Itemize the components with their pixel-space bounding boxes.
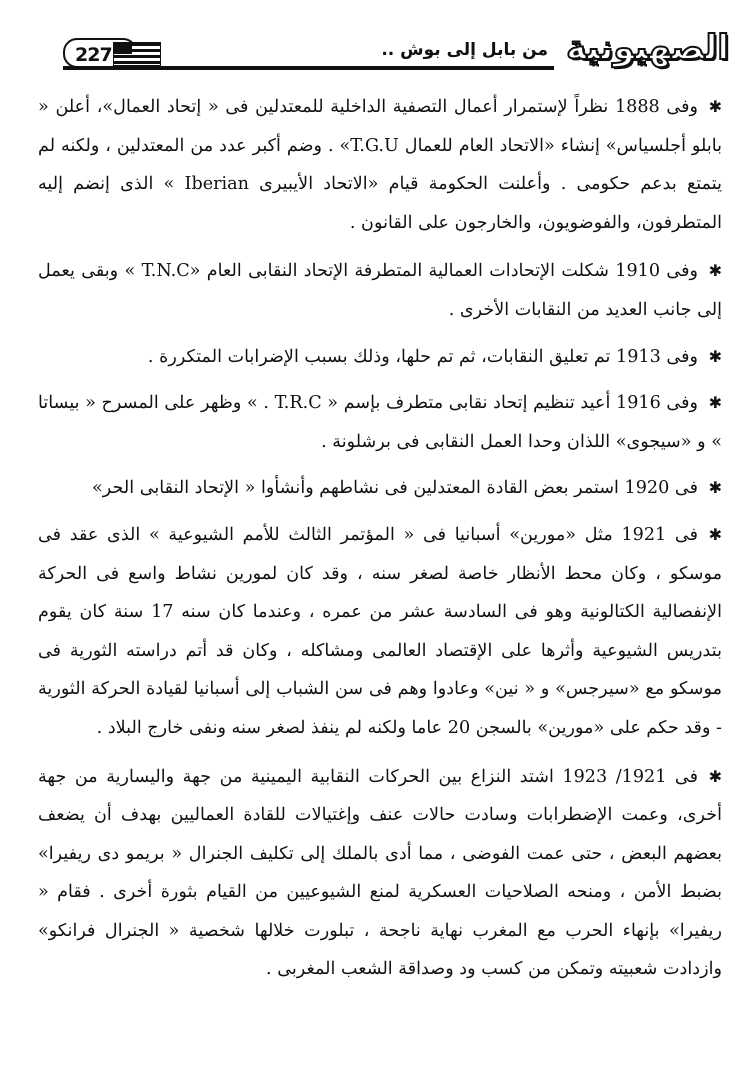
flag-icon (113, 42, 161, 66)
paragraph (38, 338, 722, 377)
star-bullet-icon: ✱ (708, 97, 722, 116)
paragraph (38, 88, 722, 242)
paragraph (38, 516, 722, 748)
paragraph (38, 758, 722, 990)
page-header (55, 30, 729, 86)
paragraph-text: فى 1920 استمر بعض القادة المعتدلين فى نشاطهم وأنشأوا « الإتحاد النقابى الحر» (92, 478, 698, 499)
header-rule (63, 66, 554, 70)
paragraph-text: فى 1921/ 1923 اشتد النزاع بين الحركات النقابية اليمينية من جهة واليسارية من جهة أخرى، وعمت الإضطرابات وسادت حالات عنف وإغتيالات للقادة العماليين بهدف أن يضعف بعضهم البعض ، حتى عمت الفوضى ، مما أدى بالملك إلى تكليف الجنرال « بريمو دى ريفيرا» بضبط الأمن ، ومنحه الصلاحيات العسكرية لمنع الشيوعيين من القيام بثورة أخرى . فقام « ريفيرا» بإنهاء الحرب مع المغرب نهاية ناجحة ، تبلورت خلالها شخصية « الجنرال فرانكو» وازدادت شعبيته وتمكن من كسب ود وصداقة الشعب المغربى . (38, 766, 722, 980)
running-title: من بابل إلى بوش .. (375, 40, 554, 60)
page-body (38, 88, 722, 999)
book-title-logo: الصهيونية (566, 28, 729, 68)
star-bullet-icon: ✱ (708, 478, 722, 498)
paragraph (38, 469, 722, 508)
paragraph (38, 252, 722, 329)
paragraph-text: وفى 1913 تم تعليق النقابات، ثم تم حلها، وذلك بسبب الإضرابات المتكررة . (147, 346, 698, 367)
paragraph (38, 384, 722, 461)
star-bullet-icon: ✱ (708, 524, 722, 544)
star-bullet-icon: ✱ (708, 261, 722, 281)
star-bullet-icon: ✱ (708, 393, 722, 413)
star-bullet-icon: ✱ (708, 346, 722, 366)
paragraph-text: وفى 1888 نظراً لإستمرار أعمال التصفية الداخلية للمعتدلين فى « إتحاد العمال»، أعلن « بابلو أجلسياس» إنشاء «الاتحاد العام للعمال T.G.U» . وضم أكبر عدد من المعتدلين ، ولكنه لم يتمتع بدعم حكومى . وأعلنت الحكومة قيام «الاتحاد الأيبيرى Iberian » الذى إنضم إليه المتطرفون، والفوضويون، والخارجون على القانون . (38, 97, 722, 233)
paragraph-text: وفى 1910 شكلت الإتحادات العمالية المتطرفة الإتحاد النقابى العام «T.N.C » وبقى يعمل إلى جانب العديد من النقابات الأخرى . (38, 261, 722, 320)
paragraph-text: وفى 1916 أعيد تنظيم إتحاد نقابى متطرف بإسم « T.R.C . » وظهر على المسرح « بيساتا » و «سيجوى» اللذان وحدا العمل النقابى فى برشلونة . (38, 393, 722, 452)
page-number: 227 (63, 38, 137, 68)
paragraph-text: فى 1921 مثل «مورين» أسبانيا فى « المؤتمر الثالث للأمم الشيوعية » الذى عقد فى موسكو ، وكان محط الأنظار خاصة لصغر سنه ، وقد كان لمورين نشاط واسع فى الحركة الإنفصالية الكتالونية وهو فى السادسة عشر من عمره ، وعندما كان سنه 17 سنة كان يقوم بتدريس الشيوعية وأثرها على الإقتصاد العالمى ومشاكله ، وكان قد أتم دراسته الثورية فى موسكو مع «سيرجس» و « نين» وعادوا وهم فى سن الشباب إلى أسبانيا لقيادة الحركة الثورية - وقد حكم على «مورين» بالسجن 20 عاما ولكنه لم ينفذ لصغر سنه ونفى خارج البلاد . (38, 524, 722, 738)
star-bullet-icon: ✱ (708, 766, 722, 786)
